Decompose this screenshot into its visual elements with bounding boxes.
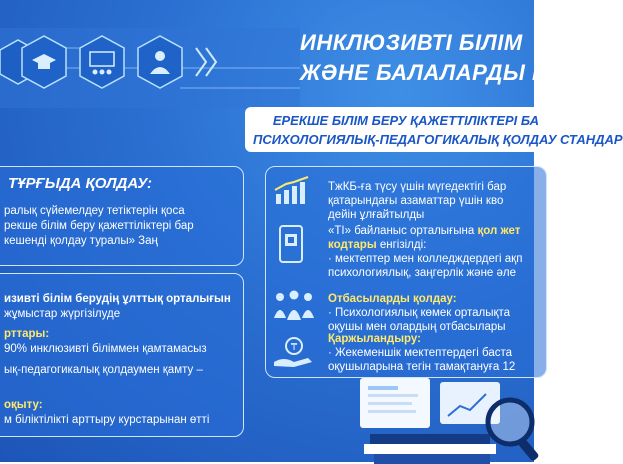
left-card1-heading: ТҰРҒЫДА ҚОЛДАУ: [8, 175, 153, 192]
person-icon [138, 36, 182, 88]
right-item2-text-1: «ТІ» байланыс орталығына қол жет [328, 225, 521, 237]
right-item3-text-2: · Психологиялық көмек орталықта [328, 307, 511, 319]
right-item2-text-3: · мектептер мен колледждердегі ақп [328, 253, 523, 265]
left-card2-subheading-1: рттары: [4, 328, 50, 340]
main-title: ИНКЛЮЗИВТІ БІЛІМ ЖӘНЕ БАЛАЛАРДЫ ҚО [300, 30, 564, 85]
left-card2-text-2: жұмыстар жүргізілуде [4, 308, 121, 320]
right-item1-text-3: дейін ұлғайтылды [328, 209, 425, 221]
right-item1-text-2: қатарындағы азаматтар үшін кво [328, 195, 504, 207]
left-card1-text-3: кешенді қолдау туралы» Заң [4, 235, 158, 247]
left-card1-text-1: ралық сүйемелдеу тетіктерін қоса [4, 205, 185, 217]
right-item2-text-4: психологиялық, заңгерлік және әле [328, 267, 517, 279]
right-item4-text-3: оқушыларына тегін тамақтануға 12 [328, 361, 516, 373]
right-item4-text-2: · Жекеменшік мектептердегі баста [328, 347, 513, 359]
growth-chart-icon [272, 176, 312, 206]
left-card2-text-5: ық-педагогикалық қолдаумен қамту – [4, 364, 203, 376]
right-item1-text-1: ТжКБ-ға түсу үшін мүгедектігі бар [328, 181, 507, 193]
right-item3-heading: Отбасыларды қолдау: [328, 293, 457, 305]
right-item4-heading: Қаржыландыру: [328, 333, 421, 345]
right-item2-text-2: кодтары енгізілді: [328, 239, 427, 251]
family-icon [270, 290, 318, 322]
phone-qr-icon [276, 224, 306, 264]
classroom-icon [80, 36, 124, 88]
left-card2-text-1: изивті білім берудің ұлттық орталығын [4, 293, 231, 305]
money-hand-icon [272, 336, 316, 368]
left-card1-text-2: рекше білім беру қажеттіліктері бар [4, 220, 194, 232]
left-card2-subheading-2: оқыту: [4, 399, 43, 411]
graduation-cap-icon [22, 36, 66, 88]
left-card2-text-4: 90% инклюзивті біліммен қамтамасыз [4, 343, 207, 355]
right-item3-text-3: оқушы мен олардың отбасылары [328, 321, 506, 333]
left-card2-text-7: м біліктілікті арттыру курстарынан өтті [4, 414, 210, 426]
svg-text:₸: ₸ [290, 342, 298, 353]
tech-hexagon-band [0, 28, 300, 108]
subtitle-banner: ЕРЕКШЕ БІЛІМ БЕРУ ҚАЖЕТТІЛІКТЕРІ БА ПСИХОЛОГИЯЛЫҚ-ПЕДАГОГИКАЛЫҚ ҚОЛДАУ СТАНДАР [245, 107, 545, 152]
books-magnifier-illustration [340, 372, 540, 464]
